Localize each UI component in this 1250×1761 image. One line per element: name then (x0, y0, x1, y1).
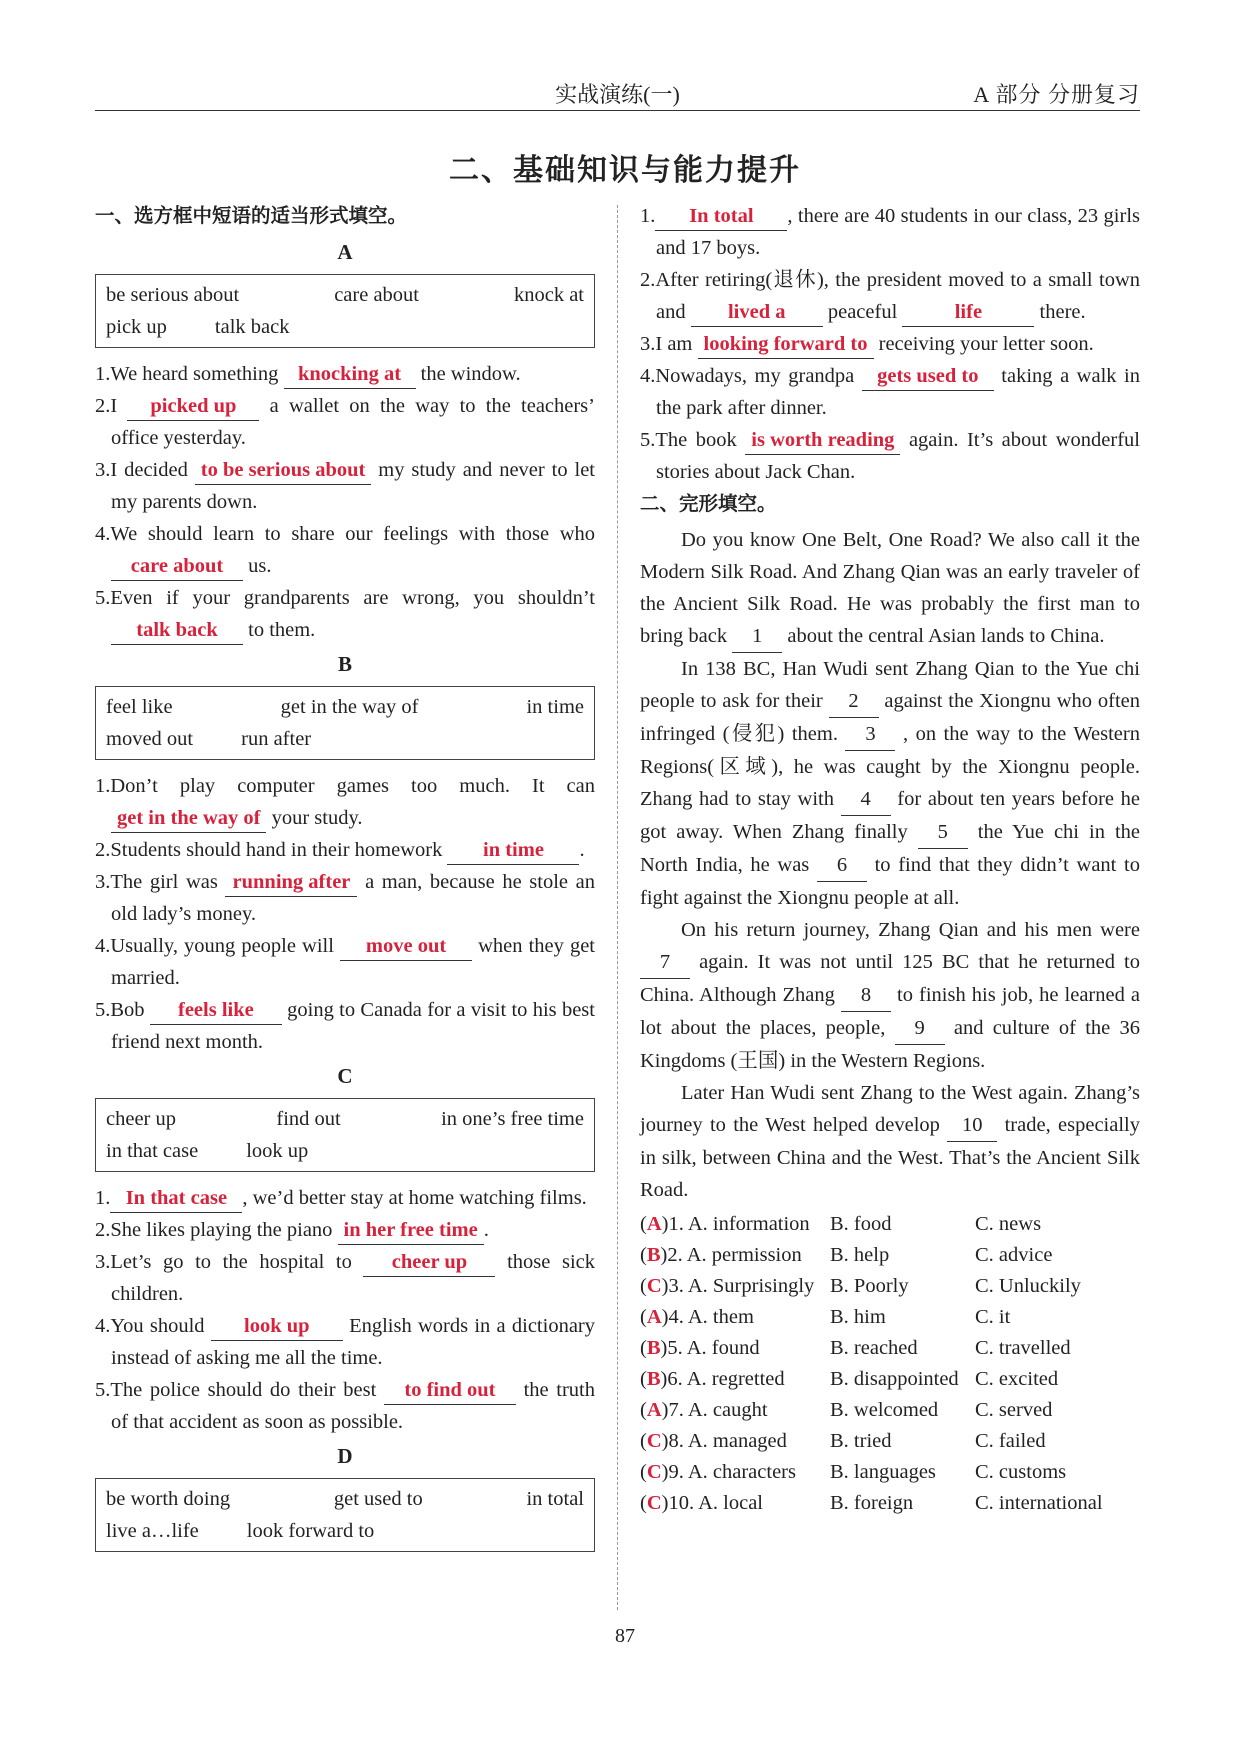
item-text: 5.The book (640, 429, 746, 451)
choice-a (640, 1487, 830, 1518)
choice-answer: C (646, 1275, 662, 1297)
item-text: 2.Students should hand in their homework (95, 839, 448, 861)
item-text: a man, because he stole an old lady’s money. (111, 871, 595, 925)
exercise-item (640, 264, 1140, 328)
option-b: B. reached (830, 1337, 918, 1359)
item-text: 3.I decided (95, 459, 195, 481)
phrase: moved out (106, 728, 194, 750)
choice-answer: B (646, 1244, 661, 1266)
cloze-blank: 1 (732, 620, 782, 653)
phrase: knock at (513, 284, 584, 306)
part-label: C (337, 1064, 353, 1088)
passage-paragraph (640, 1077, 1140, 1206)
exercise-item (95, 994, 595, 1058)
part-label: B (337, 652, 352, 676)
phrase-box (95, 686, 595, 760)
phrase: look up (246, 1140, 309, 1162)
answer-blank: care about (111, 552, 243, 581)
paren: ) (661, 1213, 669, 1235)
choice-answer: C (646, 1430, 662, 1452)
question-number: 2. (667, 1244, 687, 1266)
paren: ) (661, 1275, 669, 1297)
cloze-blank: 3 (845, 718, 895, 751)
choice-row (640, 1208, 1140, 1239)
paren: ) (661, 1461, 669, 1483)
passage-text: to finish his job, he learned a lot about the places, people, (640, 984, 1140, 1039)
option-a: A. local (698, 1492, 763, 1514)
exercise-item (95, 1246, 595, 1310)
cloze-heading: 二、完形填空。 (640, 492, 777, 515)
exercise-item (95, 358, 595, 390)
answer-blank: In that case (110, 1184, 242, 1213)
phrase-row (106, 1135, 584, 1167)
choice-answer: B (646, 1368, 661, 1390)
passage-text: Do you know One Belt, One Road? We also call it the Modern Silk Road. And Zhang Qian was an early traveler of the Ancient Silk Road. He was probably the first man to bring back (640, 529, 1140, 647)
paren: ( (640, 1275, 647, 1297)
passage-text: , on the way to the Western Regions(区域), he was caught by the Xiongnu people. Zhang had to stay with (640, 723, 1140, 810)
item-text: 2.I (95, 395, 128, 417)
item-text: your study. (266, 807, 363, 829)
passage-text: Later Han Wudi sent Zhang to the West again. Zhang’s journey to the West helped develop (640, 1082, 1140, 1136)
option-b: B. languages (830, 1461, 936, 1483)
item-text: the window. (415, 363, 521, 385)
item-text: receiving your letter soon. (873, 333, 1094, 355)
exercise-item (95, 1374, 595, 1438)
answer-blank: to be serious about (195, 456, 372, 485)
part-label: D (337, 1444, 353, 1468)
phrase: pick up (106, 316, 167, 338)
item-text: 2.After retiring(退休), the president moved to a small town and (640, 269, 1140, 323)
passage-paragraph (640, 524, 1140, 653)
answer-blank: in her free time (338, 1216, 484, 1245)
question-number: 9. (668, 1461, 688, 1483)
exercise-item (95, 770, 595, 834)
option-a: A. managed (687, 1430, 787, 1452)
paren: ( (640, 1492, 647, 1514)
paren: ( (640, 1430, 647, 1452)
item-text: when they get married. (111, 935, 595, 989)
option-a: A. found (686, 1337, 760, 1359)
phrase: get used to (333, 1488, 423, 1510)
answer-blank: get in the way of (111, 804, 266, 833)
cloze-blank: 5 (918, 816, 968, 849)
exercise-item (640, 200, 1140, 264)
phrase-row (106, 691, 584, 723)
phrase: talk back (214, 316, 290, 338)
phrase: get in the way of (280, 696, 419, 718)
option-b: B. food (830, 1213, 892, 1235)
question-number: 6. (667, 1368, 687, 1390)
phrase: find out (276, 1108, 341, 1130)
page-title: 二、基础知识与能力提升 (449, 153, 801, 188)
question-number: 1. (668, 1213, 688, 1235)
choice-answer: A (646, 1213, 662, 1235)
passage-text: about the central Asian lands to China. (782, 625, 1105, 647)
item-text: my study and never to let my parents down. (111, 459, 595, 513)
item-text: , there are 40 students in our class, 23 girls and 17 boys. (656, 205, 1140, 259)
phrase-box (95, 1098, 595, 1172)
question-number: 7. (668, 1399, 688, 1421)
option-b: B. him (830, 1306, 886, 1328)
option-b: B. welcomed (830, 1399, 939, 1421)
phrase: be serious about (106, 284, 240, 306)
item-text: English words in a dictionary instead of asking me all the time. (111, 1315, 595, 1369)
item-text: 1.Don’t play computer games too much. It can (95, 775, 595, 797)
phrase: in total (526, 1488, 584, 1510)
paren: ( (640, 1213, 647, 1235)
option-b: B. help (830, 1244, 890, 1266)
answer-blank: cheer up (363, 1248, 495, 1277)
answer-blank: gets used to (862, 362, 994, 391)
choice-row (640, 1363, 1140, 1394)
option-a: A. regretted (686, 1368, 785, 1390)
choice-a (640, 1301, 830, 1332)
item-text: a wallet on the way to the teachers’ office yesterday. (111, 395, 595, 449)
item-text: the truth of that accident as soon as possible. (111, 1379, 595, 1433)
option-c: C. travelled (975, 1337, 1071, 1359)
phrase-row (106, 279, 584, 311)
paren: ) (661, 1430, 669, 1452)
passage-text: against the Xiongnu who often infringed (侵犯) them. (640, 690, 1140, 745)
choice-a (640, 1456, 830, 1487)
choice-a (640, 1394, 830, 1425)
phrase: be worth doing (106, 1488, 231, 1510)
choice-row (640, 1270, 1140, 1301)
section-heading: 一、选方框中短语的适当形式填空。 (95, 204, 408, 227)
answer-blank: picked up (127, 392, 259, 421)
choice-a (640, 1363, 830, 1394)
option-c: C. excited (975, 1368, 1059, 1390)
item-text: 1. (95, 1187, 111, 1209)
item-text: taking a walk in the park after dinner. (656, 365, 1140, 419)
exercise-item (95, 390, 595, 454)
choice-list (640, 1208, 1140, 1518)
choice-answer: C (646, 1492, 662, 1514)
choice-a (640, 1332, 830, 1363)
question-number: 5. (667, 1337, 687, 1359)
cloze-blank: 7 (640, 946, 690, 979)
item-text: . (579, 839, 585, 861)
answer-blank: look up (211, 1312, 343, 1341)
choice-a (640, 1208, 830, 1239)
question-number: 3. (668, 1275, 688, 1297)
exercise-item (95, 582, 595, 646)
phrase-box (95, 1478, 595, 1552)
option-a: A. characters (687, 1461, 796, 1483)
item-text: 2.She likes playing the piano (95, 1219, 338, 1241)
part-label: A (337, 240, 353, 264)
question-number: 10. (668, 1492, 699, 1514)
option-c: C. news (975, 1213, 1042, 1235)
right-column (640, 200, 1140, 1518)
paren: ( (640, 1306, 647, 1328)
page-header (95, 70, 1140, 111)
answer-blank: In total (655, 202, 787, 231)
phrase: care about (334, 284, 419, 306)
choice-answer: C (646, 1461, 662, 1483)
item-text: 3.Let’s go to the hospital to (95, 1251, 364, 1273)
item-text: 1. (640, 205, 656, 227)
cloze-blank: 10 (947, 1109, 997, 1142)
phrase-row (106, 723, 584, 755)
option-c: C. failed (975, 1430, 1046, 1452)
passage-text: trade, especially in silk, between China and the West. That’s the Ancient Silk Road. (640, 1114, 1140, 1201)
choice-a (640, 1239, 830, 1270)
item-text: peaceful (822, 301, 903, 323)
paren: ( (640, 1461, 647, 1483)
exercise-item (95, 1310, 595, 1374)
column-divider (617, 205, 618, 1610)
exercise-item (640, 424, 1140, 488)
paren: ( (640, 1337, 647, 1359)
left-column (95, 200, 595, 1562)
option-a: A. permission (686, 1244, 802, 1266)
item-text: 3.The girl was (95, 871, 226, 893)
answer-blank: move out (340, 932, 472, 961)
question-number: 8. (668, 1430, 688, 1452)
phrase: in time (526, 696, 584, 718)
item-text: 4.You should (95, 1315, 211, 1337)
paren: ( (640, 1368, 647, 1390)
passage-paragraph (640, 914, 1140, 1077)
exercise-item (95, 834, 595, 866)
item-text: again. It’s about wonderful stories about Jack Chan. (656, 429, 1140, 483)
item-text: 5.Bob (95, 999, 150, 1021)
paren: ( (640, 1399, 647, 1421)
exercise-item (95, 1182, 595, 1214)
cloze-blank: 9 (895, 1012, 945, 1045)
paren: ) (660, 1368, 668, 1390)
item-text: . (483, 1219, 489, 1241)
choice-row (640, 1301, 1140, 1332)
answer-blank: looking forward to (698, 330, 874, 359)
phrase: run after (241, 728, 312, 750)
option-c: C. customs (975, 1461, 1067, 1483)
passage-text: the Yue chi in the North India, he was (640, 821, 1140, 876)
paren: ) (660, 1337, 668, 1359)
choice-row (640, 1239, 1140, 1270)
phrase: in that case (106, 1140, 199, 1162)
paren: ) (661, 1306, 669, 1328)
cloze-blank: 4 (841, 783, 891, 816)
answer-blank: running after (225, 868, 357, 897)
answer-blank: lived a (691, 298, 823, 327)
choice-row (640, 1394, 1140, 1425)
option-b: B. disappointed (830, 1368, 959, 1390)
exercise-item (640, 328, 1140, 360)
exercise-item (95, 518, 595, 582)
choice-answer: A (646, 1399, 662, 1421)
passage-text: In 138 BC, Han Wudi sent Zhang Qian to the Yue chi people to ask for their (640, 658, 1140, 712)
item-text: 1.We heard something (95, 363, 284, 385)
option-b: B. tried (830, 1430, 892, 1452)
item-text: 5.The police should do their best (95, 1379, 384, 1401)
answer-blank: knocking at (284, 360, 416, 389)
answer-blank: feels like (150, 996, 282, 1025)
choice-row (640, 1425, 1140, 1456)
phrase-row (106, 311, 584, 343)
question-number: 4. (668, 1306, 688, 1328)
exercise-item (95, 930, 595, 994)
phrase: live a…life (106, 1520, 199, 1542)
phrase: in one’s free time (441, 1108, 584, 1130)
item-text: 5.Even if your grandparents are wrong, you shouldn’t (95, 587, 595, 609)
option-c: C. international (975, 1492, 1103, 1514)
item-text: going to Canada for a visit to his best friend next month. (111, 999, 595, 1053)
option-a: A. caught (687, 1399, 768, 1421)
option-c: C. advice (975, 1244, 1053, 1266)
header-section: A 部分 分册复习 (973, 82, 1140, 107)
option-b: B. foreign (830, 1492, 914, 1514)
exercise-item (95, 454, 595, 518)
paren: ) (661, 1399, 669, 1421)
cloze-blank: 8 (841, 979, 891, 1012)
phrase-row (106, 1515, 584, 1547)
choice-a (640, 1270, 830, 1301)
page-number: 87 (615, 1625, 635, 1647)
phrase-row (106, 1483, 584, 1515)
answer-blank: talk back (111, 616, 243, 645)
phrase: cheer up (106, 1108, 176, 1130)
passage-text: On his return journey, Zhang Qian and his men were (681, 919, 1140, 941)
choice-answer: A (646, 1306, 662, 1328)
choice-row (640, 1332, 1140, 1363)
item-text: us. (243, 555, 272, 577)
option-a: A. them (687, 1306, 754, 1328)
exercise-item (640, 360, 1140, 424)
paren: ) (661, 1492, 669, 1514)
item-text: 4.Nowadays, my grandpa (640, 365, 862, 387)
option-b: B. Poorly (830, 1275, 909, 1297)
answer-blank: life (902, 298, 1034, 327)
item-text: to them. (243, 619, 316, 641)
passage-text: for about ten years before he got away. When Zhang finally (640, 788, 1140, 843)
item-text: 4.Usually, young people will (95, 935, 341, 957)
phrase-box (95, 274, 595, 348)
passage-text: again. It was not until 125 BC that he returned to China. Although Zhang (640, 951, 1140, 1006)
item-text: , we’d better stay at home watching films. (242, 1187, 587, 1209)
choice-answer: B (646, 1337, 661, 1359)
item-text: there. (1034, 301, 1086, 323)
passage-text: and culture of the 36 Kingdoms (王国) in the Western Regions. (640, 1017, 1141, 1072)
phrase: look forward to (246, 1520, 375, 1542)
passage-text: to find that they didn’t want to fight against the Xiongnu people at all. (640, 854, 1140, 909)
item-text: 4.We should learn to share our feelings with those who (95, 523, 595, 545)
choice-row (640, 1456, 1140, 1487)
item-text: 3.I am (640, 333, 698, 355)
item-text: those sick children. (111, 1251, 595, 1305)
option-c: C. Unluckily (975, 1275, 1081, 1297)
header-title: 实战演练(一) (555, 82, 680, 107)
choice-row (640, 1487, 1140, 1518)
option-a: A. information (687, 1213, 810, 1235)
exercise-item (95, 866, 595, 930)
answer-blank: is worth reading (745, 426, 900, 455)
passage-paragraph (640, 653, 1140, 914)
cloze-blank: 2 (829, 685, 879, 718)
option-c: C. it (975, 1306, 1011, 1328)
paren: ( (640, 1244, 647, 1266)
phrase: feel like (106, 696, 173, 718)
answer-blank: in time (447, 836, 579, 865)
answer-blank: to find out (384, 1376, 516, 1405)
phrase-row (106, 1103, 584, 1135)
cloze-blank: 6 (817, 849, 867, 882)
choice-a (640, 1425, 830, 1456)
option-c: C. served (975, 1399, 1053, 1421)
option-a: A. Surprisingly (687, 1275, 815, 1297)
paren: ) (660, 1244, 668, 1266)
exercise-item (95, 1214, 595, 1246)
